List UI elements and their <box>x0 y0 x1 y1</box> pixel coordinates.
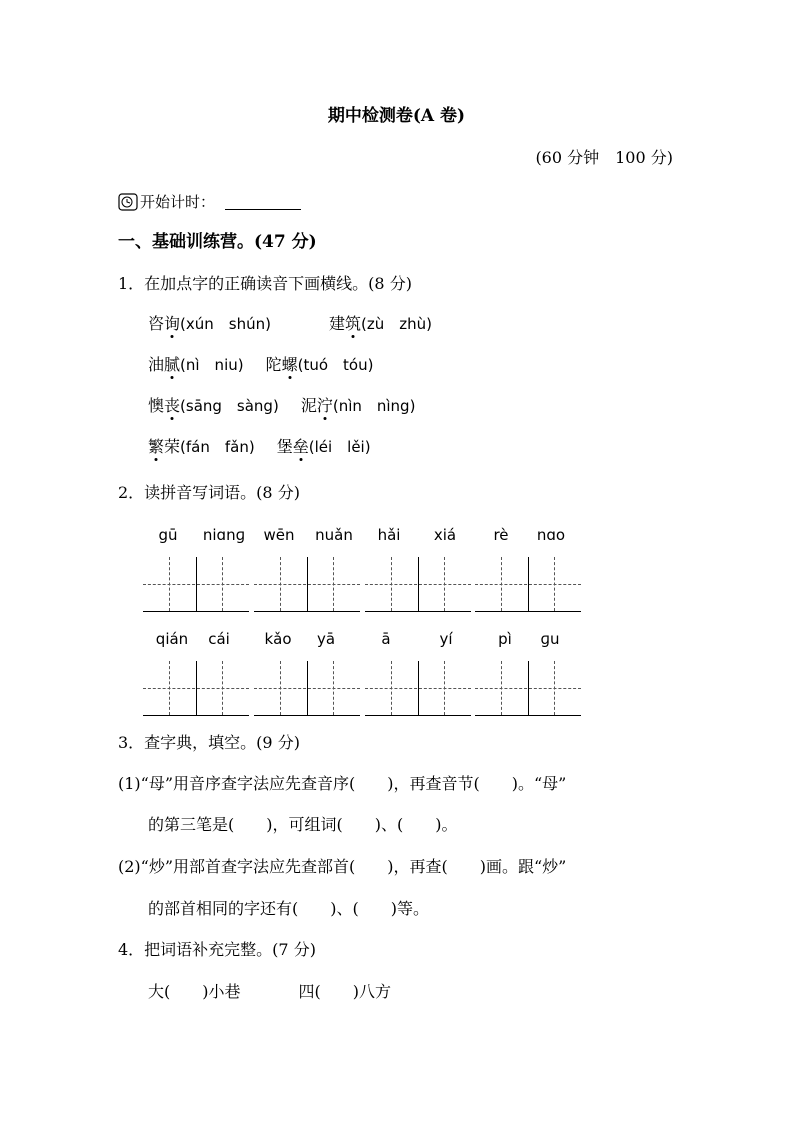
dotted-char: 泞 <box>316 396 333 415</box>
page-title: 期中检测卷(A 卷) <box>327 106 466 126</box>
dotted-char: 筑 <box>344 314 361 333</box>
question-1-title: 1．在加点字的正确读音下画横线。(8 分) <box>118 274 412 293</box>
pinyin-syllable: hǎi <box>377 526 401 544</box>
pinyin-syllable: ɡu <box>540 630 560 648</box>
q1-row-4 <box>148 437 371 457</box>
dotted-char: 丧 <box>164 396 181 415</box>
word-box[interactable] <box>475 661 581 716</box>
pinyin-options[interactable]: (sāng sàng) <box>180 397 279 415</box>
q1-item: 懊丧(sāng sàng) <box>148 396 279 415</box>
dotted-char: 垒 <box>292 437 309 456</box>
q1-item: 建筑(zù zhù) <box>328 314 432 333</box>
pinyin-syllable: wēn <box>263 526 295 544</box>
q4-items <box>148 982 391 1002</box>
q1-item: 堡垒(léi lěi) <box>276 437 371 456</box>
pinyin-syllable: rè <box>493 526 509 544</box>
q3-line-4: 的部首相同的字还有( )、( )等。 <box>148 899 429 918</box>
q1-row-2 <box>148 355 373 375</box>
dotted-char: 螺 <box>281 355 298 374</box>
timer-line <box>118 192 301 212</box>
clock-icon <box>118 193 138 211</box>
pinyin-syllable: ā <box>381 630 391 648</box>
pinyin-syllable: cái <box>208 630 230 648</box>
dotted-char: 询 <box>164 314 181 333</box>
pinyin-options[interactable]: (zù zhù) <box>361 315 432 333</box>
q3-line-2: 的第三笔是( )，可组词( )、( )。 <box>148 815 458 834</box>
word-box[interactable] <box>365 557 471 612</box>
q1-row-3 <box>148 396 415 416</box>
timer-blank[interactable] <box>225 195 301 210</box>
pinyin-syllable: qián <box>155 630 189 648</box>
pinyin-options[interactable]: (nìn nìng) <box>332 397 416 415</box>
q3-line-3: (2)“炒”用部首查字法应先查部首( )，再查( )画。跟“炒” <box>118 857 567 876</box>
pinyin-syllable: xiá <box>433 526 457 544</box>
question-4-title: 4．把词语补充完整。(7 分) <box>118 940 316 959</box>
section-heading: 一、基础训练营。(47 分) <box>118 232 317 252</box>
pinyin-syllable: niɑnɡ <box>202 526 246 544</box>
pinyin-syllable: nɑo <box>536 526 566 544</box>
pinyin-syllable: pì <box>498 630 512 648</box>
question-3-title: 3．查字典，填空。(9 分) <box>118 733 300 752</box>
idiom-item[interactable]: 四( )八方 <box>298 982 391 1001</box>
pinyin-syllable: gū <box>158 526 178 544</box>
word-box[interactable] <box>143 557 249 612</box>
q1-item: 咨询(xún shún) <box>148 314 271 333</box>
pinyin-syllable: yā <box>316 630 336 648</box>
word-box[interactable] <box>254 661 360 716</box>
pinyin-options[interactable]: (tuó tóu) <box>297 356 374 374</box>
word-box[interactable] <box>365 661 471 716</box>
idiom-item[interactable]: 大( )小巷 <box>148 982 241 1001</box>
q1-item: 繁荣(fán fǎn) <box>148 437 255 456</box>
pinyin-options[interactable]: (fán fǎn) <box>180 438 255 456</box>
word-box[interactable] <box>143 661 249 716</box>
timer-label: 开始计时： <box>140 193 216 211</box>
writing-grid-row-1 <box>143 557 583 611</box>
pinyin-options[interactable]: (xún shún) <box>180 315 271 333</box>
q1-item: 泥泞(nìn nìng) <box>300 396 416 415</box>
pinyin-syllable: nuǎn <box>315 526 353 544</box>
question-2-title: 2．读拼音写词语。(8 分) <box>118 483 300 502</box>
writing-grid-row-2 <box>143 661 583 715</box>
pinyin-options[interactable]: (léi lěi) <box>308 438 371 456</box>
dotted-char: 繁 <box>148 437 165 456</box>
word-box[interactable] <box>254 557 360 612</box>
q3-line-1: (1)“母”用音序查字法应先查音序( )，再查音节( )。“母” <box>118 774 567 793</box>
pinyin-syllable: yí <box>439 630 453 648</box>
q1-row-1 <box>148 314 432 334</box>
exam-meta: (60 分钟 100 分) <box>535 148 673 167</box>
dotted-char: 腻 <box>164 355 181 374</box>
q1-item: 陀螺(tuó tóu) <box>265 355 374 374</box>
word-box[interactable] <box>475 557 581 612</box>
q1-item: 油腻(nì niu) <box>148 355 244 374</box>
pinyin-options[interactable]: (nì niu) <box>180 356 244 374</box>
pinyin-syllable: kǎo <box>264 630 292 648</box>
